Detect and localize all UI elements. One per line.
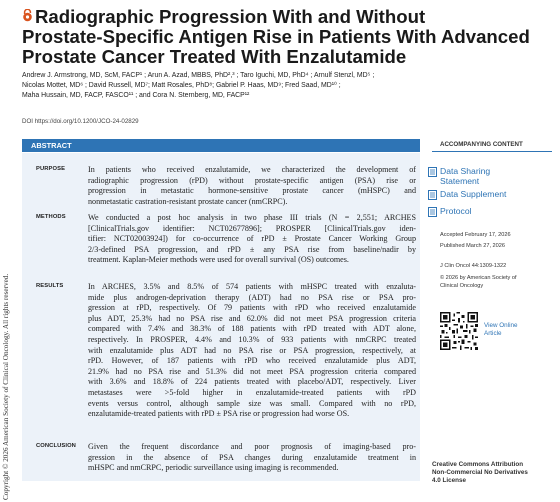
published-date: Published March 27, 2026 — [440, 243, 505, 249]
document-icon — [428, 207, 437, 217]
section-label: RESULTS — [36, 283, 64, 289]
journal-citation: J Clin Oncol 44:1309-1322 — [440, 263, 507, 269]
author-list — [22, 71, 522, 102]
title-line-1: Radiographic Progression With and Without — [22, 7, 552, 27]
qr-code-icon[interactable] — [440, 312, 478, 350]
abstract-heading: ABSTRACT — [22, 139, 420, 152]
document-icon — [428, 167, 437, 177]
title-line-2: Prostate-Specific Antigen Rise in Patients With Advanced — [22, 26, 530, 47]
open-access-icon — [22, 9, 33, 22]
protocol-link[interactable]: Protocol — [440, 206, 550, 216]
article-title — [22, 7, 552, 67]
author-line: Nicolas Mottet, MD⁶ ; David Russell, MD⁷; Matt Rosales, PhD⁸; Gabriel P. Haas, MD⁹; Fred Saad, MD¹⁰ ; — [22, 82, 341, 90]
side-copyright — [1, 40, 10, 500]
creative-commons-license[interactable]: Creative Commons Attribution Non-Commercial No Derivatives 4.0 License — [432, 461, 528, 485]
section-text: In ARCHES, 3.5% and 8.5% of 574 patients with mHSPC treated with enzaluta- mide plus androgen-deprivation therapy (ADT) had no PSA rise or PSA pro- gression at rPD, respectively. Of 79 patients with rPD who received enzalutamide plus ADT, 25.3% had no PSA rise and 62.0% did not meet PSA progression criteria compared with 7.4% and 38.3% of 188 patients with rPD treated with ADT alone, respectively. In PROSPER, 4.4% and 10.3% of 933 patients with nmCRPC treated with enzalutamide plus ADT had no PSA rise or PSA progression, respectively, at rPD. However, of 187 patients with rPD who received enzalutamide plus ADT, 21.9% had no PSA rise and 51.3% did not meet PSA progression criteria compared with 3.6% and 18.8% of 224 patients treated with placebo/ADT, respectively. Liver metastases were >5-fold higher in enzalutamide-treated patients with rPD events versus control, although sample size was small. Compared with no rPD, enzalutamide-treated patients with rPD ± PSA rise or progression had worse OS. — [88, 282, 416, 419]
view-online-article-link[interactable]: View Online Article — [484, 322, 518, 337]
data-sharing-link[interactable]: Data Sharing Statement — [440, 166, 550, 186]
title-line-3: Prostate Cancer Treated With Enzalutamide — [22, 46, 407, 67]
author-line: Andrew J. Armstrong, MD, ScM, FACP¹ ; Arun A. Azad, MBBS, PhD²,³ ; Taro Iguchi, MD, PhD⁴ ; Arnulf Stenzl, MD⁵ ; — [22, 72, 375, 79]
section-label: CONCLUSION — [36, 443, 76, 449]
section-text: Given the frequent discordance and poor prognosis of imaging-based pro- gression in the absence of PSA changes during enzalutamide treatment in mHSPC and nmCRPC, periodic surveillance using imaging is recommended. — [88, 442, 416, 473]
section-text: In patients who received enzalutamide, we characterized the development of radiographic progression (rPD) without prostate-specific antigen (PSA) rise or progression in metastatic hormone-sensitive prostate cancer (mHSPC) and nonmetastatic castration-resistant prostate cancer (nmCRPC). — [88, 165, 416, 206]
copyright-line: © 2026 by American Society of Clinical Oncology — [440, 275, 517, 289]
abstract-body — [22, 153, 420, 481]
section-text: We conducted a post hoc analysis in two phase III trials (N = 2,551; ARCHES [ClinicalTrials.gov identifier: NCT02677896]; PROSPER [ClinicalTrials.gov iden- tifier: NCT02003924]) for co-occurrence of rPD ± Prostate Cancer Working Group 2/3-defined PSA progression, and rPD ± any PSA rise from baseline/nadir by treatment. Kaplan-Meier methods were used for overall survival (OS) outcomes. — [88, 213, 416, 265]
data-supplement-link[interactable]: Data Supplement — [440, 189, 550, 199]
accompanying-content-heading: ACCOMPANYING CONTENT — [432, 139, 552, 152]
side-copyright-text: Copyright © 2026 American Society of Clinical Oncology. All rights reserved. — [2, 273, 10, 500]
section-label: METHODS — [36, 214, 66, 220]
section-label: PURPOSE — [36, 166, 66, 172]
author-line: Maha Hussain, MD, FACP, FASCO¹¹ ; and Cora N. Sternberg, MD, FACP¹² — [22, 92, 250, 100]
document-icon — [428, 190, 437, 200]
accepted-date: Accepted February 17, 2026 — [440, 232, 511, 238]
doi-link[interactable]: DOI https://doi.org/10.1200/JCO-24-02829 — [22, 118, 139, 125]
